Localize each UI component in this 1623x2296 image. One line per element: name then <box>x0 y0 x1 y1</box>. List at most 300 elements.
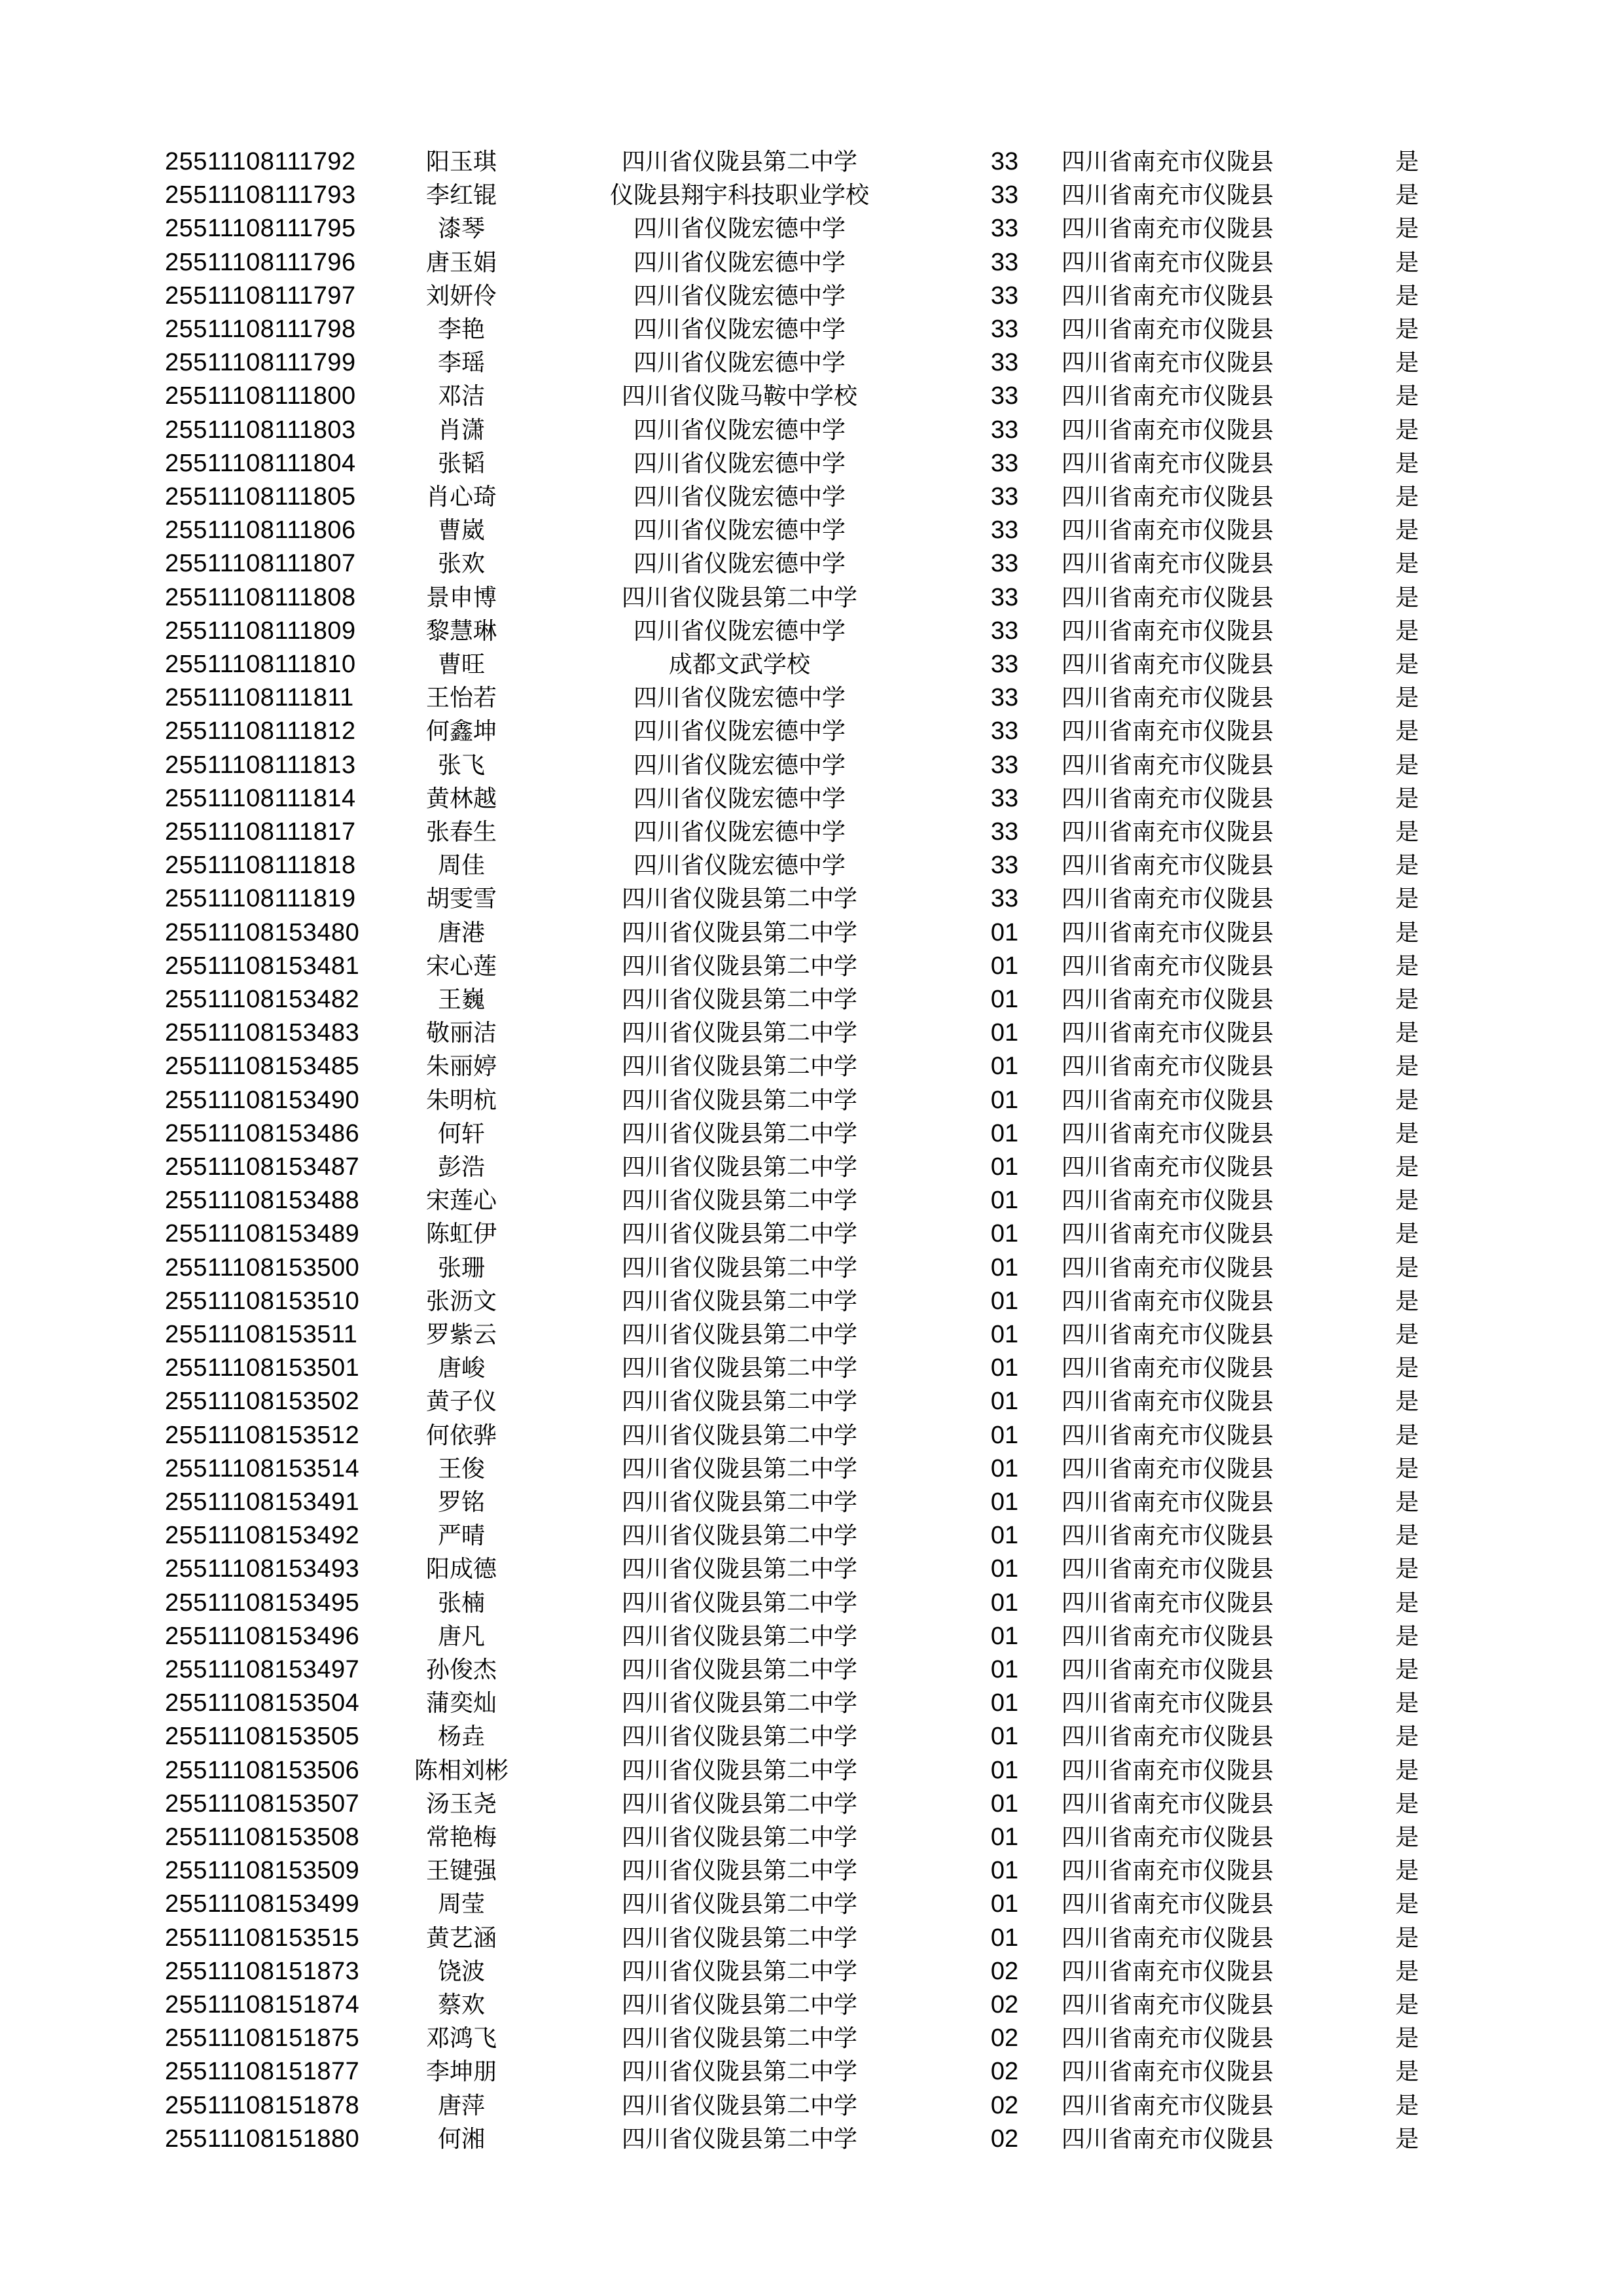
code-cell: 01 <box>990 1488 1019 1516</box>
name-cell: 张春生 <box>425 819 497 846</box>
name-cell: 刘妍伶 <box>425 282 497 310</box>
table-row <box>0 1587 1623 1620</box>
table-row <box>0 480 1623 514</box>
student-id-cell: 25511108153504 <box>165 1689 360 1717</box>
table-row <box>0 615 1623 648</box>
name-cell: 张飞 <box>437 751 485 779</box>
flag-cell: 是 <box>1395 1924 1419 1952</box>
region-cell: 四川省南充市仪陇县 <box>1061 149 1274 175</box>
region-cell: 四川省南充市仪陇县 <box>1061 2092 1274 2119</box>
region-cell: 四川省南充市仪陇县 <box>1061 1287 1274 1315</box>
flag-cell: 是 <box>1395 1422 1419 1449</box>
school-cell: 四川省仪陇县第二中学 <box>621 1355 857 1382</box>
region-cell: 四川省南充市仪陇县 <box>1061 1254 1274 1282</box>
flag-cell: 是 <box>1395 1992 1419 2018</box>
region-cell: 四川省南充市仪陇县 <box>1061 852 1274 880</box>
school-cell: 四川省仪陇马鞍中学校 <box>621 383 857 410</box>
name-cell: 敬丽洁 <box>425 1020 497 1047</box>
student-id-cell: 25511108153510 <box>165 1287 360 1315</box>
name-cell: 邓洁 <box>437 383 485 410</box>
school-cell: 四川省仪陇县第二中学 <box>621 986 857 1013</box>
flag-cell: 是 <box>1395 1891 1419 1918</box>
school-cell: 四川省仪陇县第二中学 <box>621 1723 857 1751</box>
name-cell: 王巍 <box>437 986 485 1013</box>
code-cell: 33 <box>990 818 1019 846</box>
code-cell: 01 <box>990 1388 1019 1416</box>
code-cell: 02 <box>990 2091 1019 2119</box>
name-cell: 唐萍 <box>437 2092 485 2119</box>
flag-cell: 是 <box>1395 685 1419 712</box>
code-cell: 02 <box>990 2058 1019 2086</box>
table-row <box>0 782 1623 816</box>
flag-cell: 是 <box>1395 215 1419 243</box>
table-row <box>0 1318 1623 1352</box>
table-row <box>0 279 1623 313</box>
school-cell: 四川省仪陇宏德中学 <box>633 550 846 578</box>
name-cell: 张韬 <box>437 450 485 477</box>
flag-cell: 是 <box>1395 2058 1419 2086</box>
table-row <box>0 1988 1623 2022</box>
name-cell: 唐凡 <box>437 1623 485 1650</box>
school-cell: 四川省仪陇县第二中学 <box>621 1455 857 1482</box>
student-id-cell: 25511108153506 <box>165 1756 360 1784</box>
code-cell: 01 <box>990 1555 1019 1583</box>
student-id-cell: 25511108111806 <box>165 516 356 545</box>
code-cell: 02 <box>990 2024 1019 2053</box>
code-cell: 33 <box>990 349 1019 377</box>
student-id-cell: 25511108153488 <box>165 1187 360 1215</box>
table-row <box>0 1050 1623 1083</box>
student-id-cell: 25511108153499 <box>165 1890 360 1918</box>
student-id-cell: 25511108111809 <box>165 617 356 645</box>
student-id-cell: 25511108111798 <box>165 315 356 343</box>
student-id-cell: 25511108151878 <box>165 2091 360 2119</box>
region-cell: 四川省南充市仪陇县 <box>1061 1187 1274 1215</box>
table-row <box>0 1687 1623 1720</box>
region-cell: 四川省南充市仪陇县 <box>1061 450 1274 477</box>
school-cell: 仪陇县翔宇科技职业学校 <box>609 182 869 209</box>
flag-cell: 是 <box>1395 785 1419 812</box>
school-cell: 四川省仪陇县第二中学 <box>621 952 857 980</box>
flag-cell: 是 <box>1395 1120 1419 1147</box>
region-cell: 四川省南充市仪陇县 <box>1061 1086 1274 1114</box>
student-id-cell: 25511108111814 <box>165 784 356 812</box>
region-cell: 四川省南充市仪陇县 <box>1061 1589 1274 1617</box>
flag-cell: 是 <box>1395 350 1419 377</box>
region-cell: 四川省南充市仪陇县 <box>1061 2058 1274 2086</box>
school-cell: 四川省仪陇县第二中学 <box>621 1857 857 1885</box>
name-cell: 曹崴 <box>437 517 485 545</box>
school-cell: 四川省仪陇县第二中学 <box>621 1757 857 1784</box>
school-cell: 四川省仪陇宏德中学 <box>633 249 846 276</box>
student-id-cell: 25511108153509 <box>165 1857 360 1885</box>
flag-cell: 是 <box>1395 952 1419 980</box>
code-cell: 02 <box>990 2125 1019 2153</box>
school-cell: 四川省仪陇县第二中学 <box>621 1422 857 1449</box>
name-cell: 饶波 <box>437 1958 485 1985</box>
name-cell: 孙俊杰 <box>425 1657 497 1683</box>
code-cell: 33 <box>990 651 1019 678</box>
name-cell: 张沥文 <box>425 1287 497 1315</box>
flag-cell: 是 <box>1395 1355 1419 1382</box>
region-cell: 四川省南充市仪陇县 <box>1061 550 1274 578</box>
table-row <box>0 547 1623 581</box>
region-cell: 四川省南充市仪陇县 <box>1061 952 1274 980</box>
student-id-cell: 25511108153514 <box>165 1454 360 1482</box>
region-cell: 四川省南充市仪陇县 <box>1061 1221 1274 1248</box>
name-cell: 漆琴 <box>437 215 485 243</box>
student-id-cell: 25511108111797 <box>165 281 356 310</box>
name-cell: 罗铭 <box>437 1489 485 1516</box>
region-cell: 四川省南充市仪陇县 <box>1061 249 1274 276</box>
student-id-cell: 25511108153482 <box>165 986 360 1013</box>
school-cell: 四川省仪陇县第二中学 <box>621 1086 857 1114</box>
name-cell: 朱丽婷 <box>425 1053 497 1081</box>
school-cell: 四川省仪陇宏德中学 <box>633 819 846 846</box>
table-row <box>0 1419 1623 1452</box>
name-cell: 杨垚 <box>437 1723 485 1751</box>
flag-cell: 是 <box>1395 1187 1419 1215</box>
name-cell: 唐玉娟 <box>425 249 497 276</box>
code-cell: 01 <box>990 1723 1019 1751</box>
student-id-cell: 25511108153500 <box>165 1253 360 1282</box>
flag-cell: 是 <box>1395 1556 1419 1583</box>
student-id-cell: 25511108111796 <box>165 248 356 276</box>
school-cell: 四川省仪陇县第二中学 <box>621 1623 857 1650</box>
code-cell: 01 <box>990 1287 1019 1315</box>
name-cell: 曹旺 <box>437 651 485 678</box>
code-cell: 33 <box>990 416 1019 444</box>
flag-cell: 是 <box>1395 1623 1419 1650</box>
table-row <box>0 1519 1623 1552</box>
name-cell: 王怡若 <box>425 685 497 712</box>
code-cell: 33 <box>990 483 1019 511</box>
region-cell: 四川省南充市仪陇县 <box>1061 1020 1274 1047</box>
name-cell: 彭浩 <box>437 1154 485 1181</box>
student-id-cell: 25511108111813 <box>165 751 356 779</box>
name-cell: 张欢 <box>437 550 485 578</box>
student-id-cell: 25511108111803 <box>165 416 356 444</box>
code-cell: 01 <box>990 1220 1019 1248</box>
table-row <box>0 1552 1623 1586</box>
table-row <box>0 1922 1623 1955</box>
name-cell: 李坤朋 <box>425 2058 497 2086</box>
name-cell: 黄子仪 <box>425 1388 497 1416</box>
table-row <box>0 212 1623 245</box>
code-cell: 02 <box>990 1991 1019 2018</box>
flag-cell: 是 <box>1395 2092 1419 2119</box>
region-cell: 四川省南充市仪陇县 <box>1061 1053 1274 1081</box>
region-cell: 四川省南充市仪陇县 <box>1061 785 1274 812</box>
student-id-cell: 25511108111800 <box>165 382 356 410</box>
region-cell: 四川省南充市仪陇县 <box>1061 1657 1274 1683</box>
school-cell: 四川省仪陇宏德中学 <box>633 852 846 880</box>
table-row <box>0 1285 1623 1318</box>
region-cell: 四川省南充市仪陇县 <box>1061 1958 1274 1985</box>
code-cell: 01 <box>990 1622 1019 1650</box>
school-cell: 四川省仪陇县第二中学 <box>621 584 857 611</box>
table-row <box>0 1385 1623 1418</box>
school-cell: 四川省仪陇县第二中学 <box>621 1187 857 1215</box>
flag-cell: 是 <box>1395 617 1419 645</box>
school-cell: 四川省仪陇宏德中学 <box>633 450 846 477</box>
table-row <box>0 179 1623 212</box>
table-row <box>0 1251 1623 1285</box>
code-cell: 33 <box>990 382 1019 410</box>
student-id-cell: 25511108153483 <box>165 1019 360 1047</box>
table-row <box>0 1720 1623 1753</box>
table-row <box>0 816 1623 849</box>
name-cell: 罗紫云 <box>425 1321 497 1348</box>
code-cell: 33 <box>990 215 1019 243</box>
student-id-cell: 25511108151875 <box>165 2024 360 2053</box>
flag-cell: 是 <box>1395 852 1419 880</box>
region-cell: 四川省南充市仪陇县 <box>1061 1723 1274 1751</box>
name-cell: 唐峻 <box>437 1355 485 1382</box>
code-cell: 33 <box>990 449 1019 477</box>
code-cell: 01 <box>990 1522 1019 1550</box>
region-cell: 四川省南充市仪陇县 <box>1061 182 1274 209</box>
code-cell: 01 <box>990 1789 1019 1818</box>
school-cell: 四川省仪陇县第二中学 <box>621 1924 857 1952</box>
student-id-cell: 25511108111817 <box>165 818 356 846</box>
region-cell: 四川省南充市仪陇县 <box>1061 316 1274 343</box>
code-cell: 33 <box>990 717 1019 745</box>
name-cell: 汤玉尧 <box>425 1790 497 1818</box>
code-cell: 33 <box>990 684 1019 712</box>
name-cell: 陈相刘彬 <box>414 1757 508 1784</box>
flag-cell: 是 <box>1395 819 1419 846</box>
region-cell: 四川省南充市仪陇县 <box>1061 1422 1274 1449</box>
code-cell: 01 <box>990 1354 1019 1382</box>
flag-cell: 是 <box>1395 1857 1419 1885</box>
table-row <box>0 1955 1623 1988</box>
table-row <box>0 849 1623 882</box>
flag-cell: 是 <box>1395 1254 1419 1282</box>
region-cell: 四川省南充市仪陇县 <box>1061 1891 1274 1918</box>
table-row <box>0 414 1623 447</box>
table-row <box>0 246 1623 279</box>
table-row <box>0 581 1623 615</box>
code-cell: 33 <box>990 516 1019 545</box>
flag-cell: 是 <box>1395 450 1419 477</box>
table-row <box>0 346 1623 380</box>
name-cell: 宋莲心 <box>425 1187 497 1215</box>
school-cell: 四川省仪陇宏德中学 <box>633 685 846 712</box>
flag-cell: 是 <box>1395 517 1419 545</box>
code-cell: 01 <box>990 1890 1019 1918</box>
student-id-cell: 25511108153486 <box>165 1119 360 1147</box>
region-cell: 四川省南充市仪陇县 <box>1061 751 1274 779</box>
flag-cell: 是 <box>1395 886 1419 913</box>
code-cell: 33 <box>990 550 1019 578</box>
table-row <box>0 2089 1623 2123</box>
school-cell: 四川省仪陇县第二中学 <box>621 1321 857 1348</box>
code-cell: 02 <box>990 1957 1019 1985</box>
table-row <box>0 1151 1623 1184</box>
name-cell: 何鑫坤 <box>425 718 497 745</box>
table-row <box>0 882 1623 916</box>
flag-cell: 是 <box>1395 1489 1419 1516</box>
name-cell: 周佳 <box>437 852 485 880</box>
region-cell: 四川省南充市仪陇县 <box>1061 383 1274 410</box>
name-cell: 李艳 <box>437 316 485 343</box>
student-id-cell: 25511108111799 <box>165 349 356 377</box>
region-cell: 四川省南充市仪陇县 <box>1061 819 1274 846</box>
code-cell: 33 <box>990 148 1019 175</box>
code-cell: 01 <box>990 1924 1019 1952</box>
name-cell: 蒲奕灿 <box>425 1690 497 1717</box>
flag-cell: 是 <box>1395 1723 1419 1751</box>
student-id-cell: 25511108111812 <box>165 717 356 745</box>
region-cell: 四川省南充市仪陇县 <box>1061 1489 1274 1516</box>
school-cell: 四川省仪陇县第二中学 <box>621 1824 857 1851</box>
school-cell: 四川省仪陇县第二中学 <box>621 1020 857 1047</box>
code-cell: 01 <box>990 1857 1019 1885</box>
school-cell: 四川省仪陇县第二中学 <box>621 2092 857 2119</box>
region-cell: 四川省南充市仪陇县 <box>1061 282 1274 310</box>
region-cell: 四川省南充市仪陇县 <box>1061 416 1274 444</box>
school-cell: 四川省仪陇县第二中学 <box>621 1388 857 1416</box>
flag-cell: 是 <box>1395 1790 1419 1818</box>
student-id-cell: 25511108151877 <box>165 2058 360 2086</box>
name-cell: 黄艺涵 <box>425 1924 497 1952</box>
table-row <box>0 1821 1623 1854</box>
flag-cell: 是 <box>1395 484 1419 511</box>
table-row <box>0 1084 1623 1117</box>
table-row <box>0 1184 1623 1217</box>
student-id-cell: 25511108153481 <box>165 952 360 980</box>
name-cell: 何轩 <box>437 1120 485 1147</box>
region-cell: 四川省南充市仪陇县 <box>1061 651 1274 678</box>
student-id-cell: 25511108111819 <box>165 885 356 913</box>
student-id-cell: 25511108111808 <box>165 583 356 611</box>
code-cell: 01 <box>990 918 1019 946</box>
student-id-cell: 25511108153480 <box>165 918 360 946</box>
student-id-cell: 25511108153491 <box>165 1488 360 1516</box>
student-id-cell: 25511108153511 <box>165 1321 358 1348</box>
flag-cell: 是 <box>1395 1657 1419 1683</box>
student-id-cell: 25511108111810 <box>165 651 356 678</box>
school-cell: 四川省仪陇县第二中学 <box>621 2025 857 2053</box>
region-cell: 四川省南充市仪陇县 <box>1061 718 1274 745</box>
code-cell: 01 <box>990 1019 1019 1047</box>
code-cell: 01 <box>990 1689 1019 1717</box>
name-cell: 何依骅 <box>425 1422 497 1449</box>
region-cell: 四川省南充市仪陇县 <box>1061 215 1274 243</box>
code-cell: 01 <box>990 1656 1019 1683</box>
region-cell: 四川省南充市仪陇县 <box>1061 584 1274 611</box>
region-cell: 四川省南充市仪陇县 <box>1061 1623 1274 1650</box>
region-cell: 四川省南充市仪陇县 <box>1061 1690 1274 1717</box>
student-id-cell: 25511108111811 <box>165 684 354 712</box>
name-cell: 宋心莲 <box>425 952 497 980</box>
table-row <box>0 950 1623 983</box>
region-cell: 四川省南充市仪陇县 <box>1061 350 1274 377</box>
flag-cell: 是 <box>1395 316 1419 343</box>
school-cell: 四川省仪陇宏德中学 <box>633 316 846 343</box>
student-id-cell: 25511108153492 <box>165 1522 360 1550</box>
table-row <box>0 1486 1623 1519</box>
student-id-cell: 25511108151873 <box>165 1957 360 1985</box>
school-cell: 四川省仪陇县第二中学 <box>621 1891 857 1918</box>
school-cell: 四川省仪陇县第二中学 <box>621 1287 857 1315</box>
table-row <box>0 145 1623 179</box>
school-cell: 四川省仪陇宏德中学 <box>633 517 846 545</box>
code-cell: 01 <box>990 1153 1019 1181</box>
table-row <box>0 313 1623 346</box>
school-cell: 四川省仪陇县第二中学 <box>621 1522 857 1550</box>
school-cell: 四川省仪陇县第二中学 <box>621 1992 857 2018</box>
table-row <box>0 749 1623 782</box>
region-cell: 四川省南充市仪陇县 <box>1061 617 1274 645</box>
flag-cell: 是 <box>1395 2125 1419 2153</box>
table-row <box>0 1016 1623 1050</box>
school-cell: 四川省仪陇县第二中学 <box>621 1657 857 1683</box>
name-cell: 严晴 <box>437 1522 485 1550</box>
code-cell: 01 <box>990 1421 1019 1449</box>
code-cell: 01 <box>990 1052 1019 1081</box>
school-cell: 四川省仪陇县第二中学 <box>621 1120 857 1147</box>
table-row <box>0 1217 1623 1251</box>
school-cell: 四川省仪陇宏德中学 <box>633 416 846 444</box>
region-cell: 四川省南充市仪陇县 <box>1061 1924 1274 1952</box>
region-cell: 四川省南充市仪陇县 <box>1061 886 1274 913</box>
region-cell: 四川省南充市仪陇县 <box>1061 1455 1274 1482</box>
code-cell: 01 <box>990 1253 1019 1282</box>
name-cell: 肖潇 <box>437 416 485 444</box>
region-cell: 四川省南充市仪陇县 <box>1061 1522 1274 1550</box>
student-id-cell: 25511108111793 <box>165 181 356 209</box>
student-id-cell: 25511108153497 <box>165 1656 360 1683</box>
student-id-cell: 25511108151874 <box>165 1991 360 2018</box>
name-cell: 阳成德 <box>425 1556 497 1583</box>
flag-cell: 是 <box>1395 2025 1419 2053</box>
flag-cell: 是 <box>1395 383 1419 410</box>
region-cell: 四川省南充市仪陇县 <box>1061 1355 1274 1382</box>
name-cell: 阳玉琪 <box>425 149 497 175</box>
code-cell: 01 <box>990 1321 1019 1348</box>
flag-cell: 是 <box>1395 1824 1419 1851</box>
school-cell: 四川省仪陇县第二中学 <box>621 1154 857 1181</box>
name-cell: 陈虹伊 <box>425 1221 497 1248</box>
name-cell: 邓鸿飞 <box>425 2025 497 2053</box>
code-cell: 33 <box>990 315 1019 343</box>
name-cell: 肖心琦 <box>425 484 497 511</box>
student-id-cell: 25511108153505 <box>165 1723 360 1751</box>
school-cell: 四川省仪陇宏德中学 <box>633 751 846 779</box>
code-cell: 33 <box>990 281 1019 310</box>
name-cell: 何湘 <box>437 2125 485 2153</box>
table-row <box>0 2022 1623 2055</box>
student-id-cell: 25511108111792 <box>165 148 356 175</box>
region-cell: 四川省南充市仪陇县 <box>1061 1992 1274 2018</box>
student-id-cell: 25511108111818 <box>165 852 356 880</box>
name-cell: 张楠 <box>437 1589 485 1617</box>
name-cell: 王俊 <box>437 1455 485 1482</box>
name-cell: 景申博 <box>425 584 497 611</box>
region-cell: 四川省南充市仪陇县 <box>1061 2025 1274 2053</box>
region-cell: 四川省南充市仪陇县 <box>1061 1790 1274 1818</box>
school-cell: 四川省仪陇宏德中学 <box>633 718 846 745</box>
code-cell: 01 <box>990 1086 1019 1114</box>
flag-cell: 是 <box>1395 1053 1419 1081</box>
school-cell: 四川省仪陇县第二中学 <box>621 886 857 913</box>
flag-cell: 是 <box>1395 416 1419 444</box>
table-row <box>0 1117 1623 1151</box>
student-id-cell: 25511108111805 <box>165 483 356 511</box>
student-id-cell: 25511108153487 <box>165 1153 360 1181</box>
